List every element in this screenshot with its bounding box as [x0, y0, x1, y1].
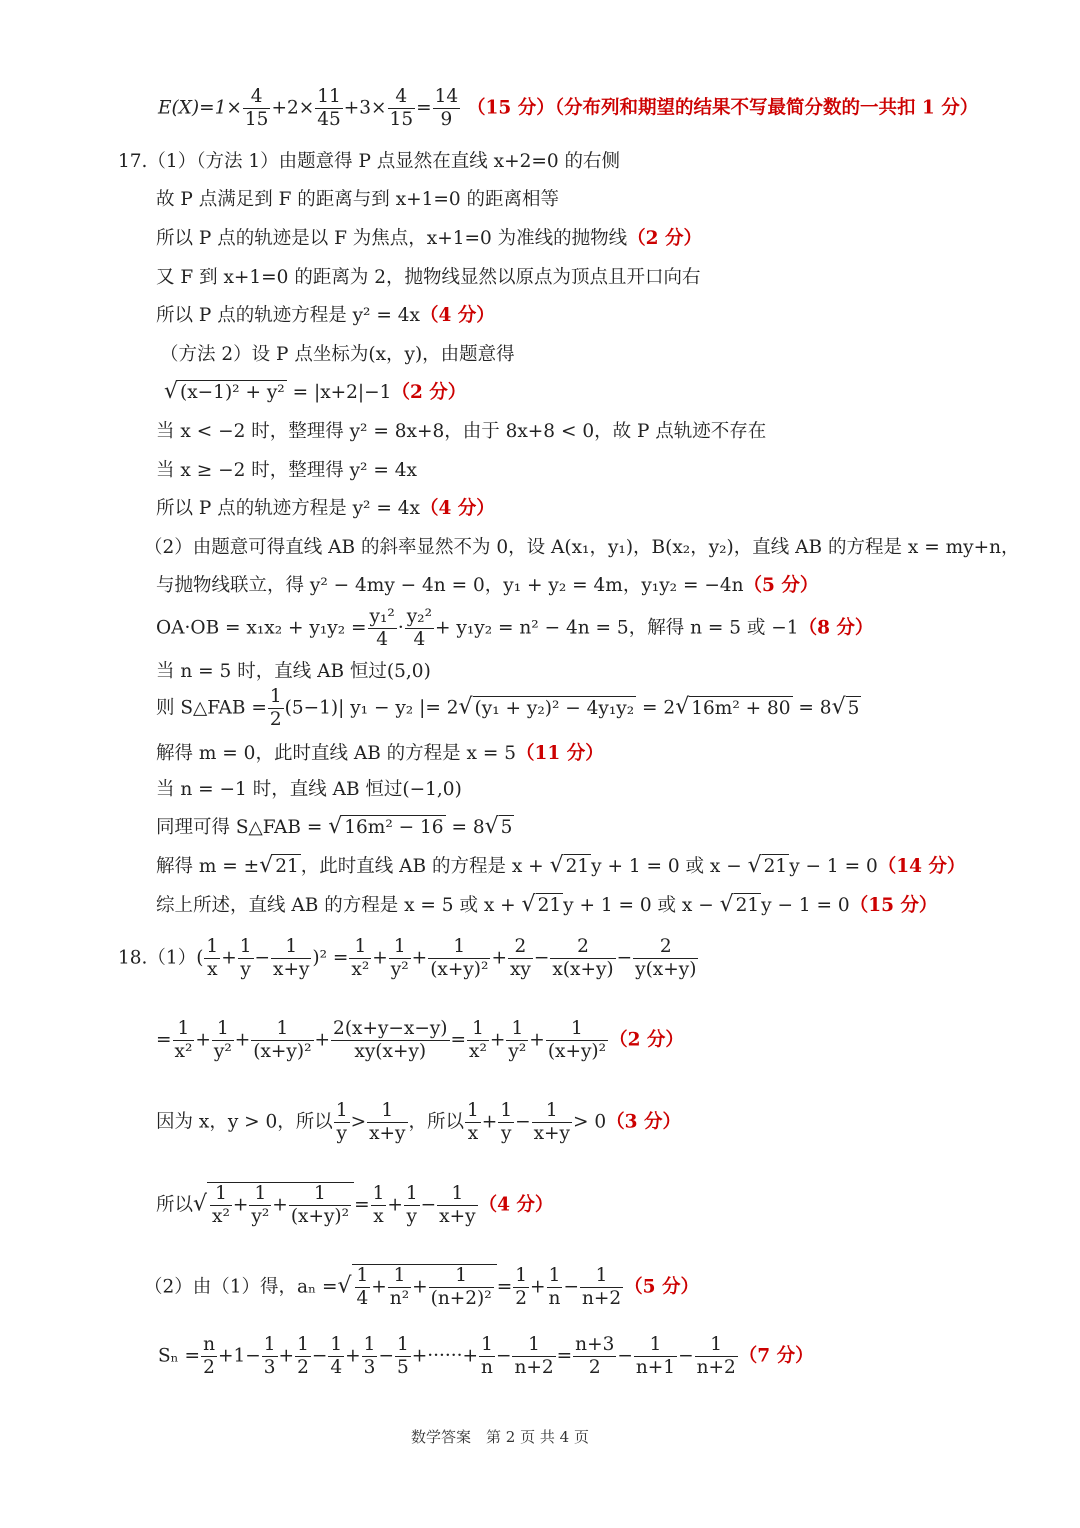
q18-line: 因为 x，y > 0，所以 $\frac{1}{y}$ > $\frac{1}{x+y}$ ，所以 $\frac{1}{x}$ + $\frac{1}{y}$ − $\frac{1}{x+y}$ > 0（3 分）	[156, 1100, 681, 1144]
q18-line: （2）由（1）得，aₙ =√ $\frac{1}{4}$ + $\frac{1}{\text{n²}}$ + $\frac{1}{\text{(n+2)²}}$ = $\frac{1}{2}$ + $\frac{1}{n}$ − $\frac{1}{n+2}$ （5 分）	[144, 1265, 699, 1309]
q17-line: 综上所述，直线 AB 的方程是 x = 5 或 x + √ 21 y + 1 = 0 或 x − √ 21 y − 1 = 0（15 分）	[156, 892, 938, 917]
q17-line: 解得 m = ±√ 21 ，此时直线 AB 的方程是 x + √ 21 y + 1 = 0 或 x − √ 21 y − 1 = 0（14 分）	[156, 853, 966, 878]
q17-line: 当 x ≥ −2 时，整理得 y² = 4x	[156, 460, 417, 481]
q17-line: 解得 m = 0，此时直线 AB 的方程是 x = 5（11 分）	[156, 743, 604, 764]
q17-line: 所以 P 点的轨迹方程是 y² = 4x（4 分）	[156, 498, 495, 519]
q17-line: 当 x < −2 时，整理得 y² = 8x+8，由于 8x+8 < 0，故 P 点轨迹不存在	[156, 421, 767, 442]
page-footer: 数学答案 第 2 页 共 4 页	[411, 1428, 589, 1446]
score-note: （15 分）（分布列和期望的结果不写最简分数的一共扣 1 分）	[467, 97, 979, 119]
q17-line: 所以 P 点的轨迹方程是 y² = 4x（4 分）	[156, 305, 495, 326]
q18-line: 18.（1）( $\frac{1}{x}$ + $\frac{1}{y}$ − $\frac{1}{x+y}$ )² = $\frac{1}{\text{x²}}$ + $\frac{1}{\text{y²}}$ + $\frac{1}{\text{(x+y)²}}$ + $\frac{2}{xy}$ − $\frac{2}{x(x+y)}$ − $\frac{2}{y(x+y)}$	[118, 936, 697, 980]
q17-line: 当 n = −1 时，直线 AB 恒过(−1,0)	[156, 779, 462, 800]
q18-line: = $\frac{1}{\text{x²}}$ + $\frac{1}{\text{y²}}$ + $\frac{1}{\text{(x+y)²}}$ + $\frac{2(x+y-x-y)}{xy(x+y)}$ = $\frac{1}{\text{x²}}$ + $\frac{1}{\text{y²}}$ + $\frac{1}{\text{(x+y)²}}$ （2 分）	[156, 1018, 684, 1062]
q17-line: 则 S△FAB = $\frac{1}{2}$ (5−1)| y₁ − y₂ |= 2√ (y₁ + y₂)² − 4y₁y₂ = 2√ 16m² + 80 = 8√ 5	[156, 686, 860, 730]
expectation-line: E(X)=1× $\frac{4}{15}$ +2× $\frac{11}{45}$ +3× $\frac{4}{15}$ = $\frac{14}{9}$ （15 分）（分布列和期望的结果不写最简分数的一共扣 1 分）	[158, 86, 979, 130]
q17-line: 17.（1）（方法 1）由题意得 P 点显然在直线 x+2=0 的右侧	[118, 151, 621, 172]
q17-line: OA·OB = x₁x₂ + y₁y₂ = $\frac{\text{y₁²}}{4}$ · $\frac{\text{y₂²}}{4}$ + y₁y₂ = n² − 4n = 5，解得 n = 5 或 −1（8 分）	[156, 606, 874, 650]
q17-line: 又 F 到 x+1=0 的距离为 2，抛物线显然以原点为顶点且开口向右	[156, 267, 701, 288]
q17-line: √ (x−1)² + y² = |x+2|−1（2 分）	[164, 379, 467, 404]
frac: $\frac{4}{15}$	[244, 86, 269, 130]
q17-line: 当 n = 5 时，直线 AB 恒过(5,0)	[156, 661, 431, 682]
q17-line: （2）由题意可得直线 AB 的斜率显然不为 0，设 A(x₁，y₁)，B(x₂，y₂)，直线 AB 的方程是 x = my+n，	[144, 537, 1020, 558]
q17-line: 故 P 点满足到 F 的距离与到 x+1=0 的距离相等	[156, 189, 560, 210]
q17-line: 所以 P 点的轨迹是以 F 为焦点，x+1=0 为准线的抛物线（2 分）	[156, 228, 702, 249]
q17-line: （方法 2）设 P 点坐标为(x，y)，由题意得	[160, 344, 515, 365]
q17-line: 与抛物线联立，得 y² − 4my − 4n = 0，y₁ + y₂ = 4m，y₁y₂ = −4n（5 分）	[156, 575, 819, 596]
q18-line: Sₙ = $\frac{n}{2}$ +1− $\frac{1}{3}$ + $\frac{1}{2}$ − $\frac{1}{4}$ + $\frac{1}{3}$ − $\frac{1}{5}$ +······+ $\frac{1}{n}$ − $\frac{1}{n+2}$ = $\frac{n+3}{2}$ − $\frac{1}{n+1}$ − $\frac{1}{n+2}$ （7 分）	[158, 1334, 814, 1378]
q18-line: 所以√ $\frac{1}{\text{x²}}$ + $\frac{1}{\text{y²}}$ + $\frac{1}{\text{(x+y)²}}$ = $\frac{1}{x}$ + $\frac{1}{y}$ − $\frac{1}{x+y}$ （4 分）	[156, 1183, 554, 1227]
q17-line: 同理可得 S△FAB = √ 16m² − 16 = 8√ 5	[156, 814, 513, 839]
